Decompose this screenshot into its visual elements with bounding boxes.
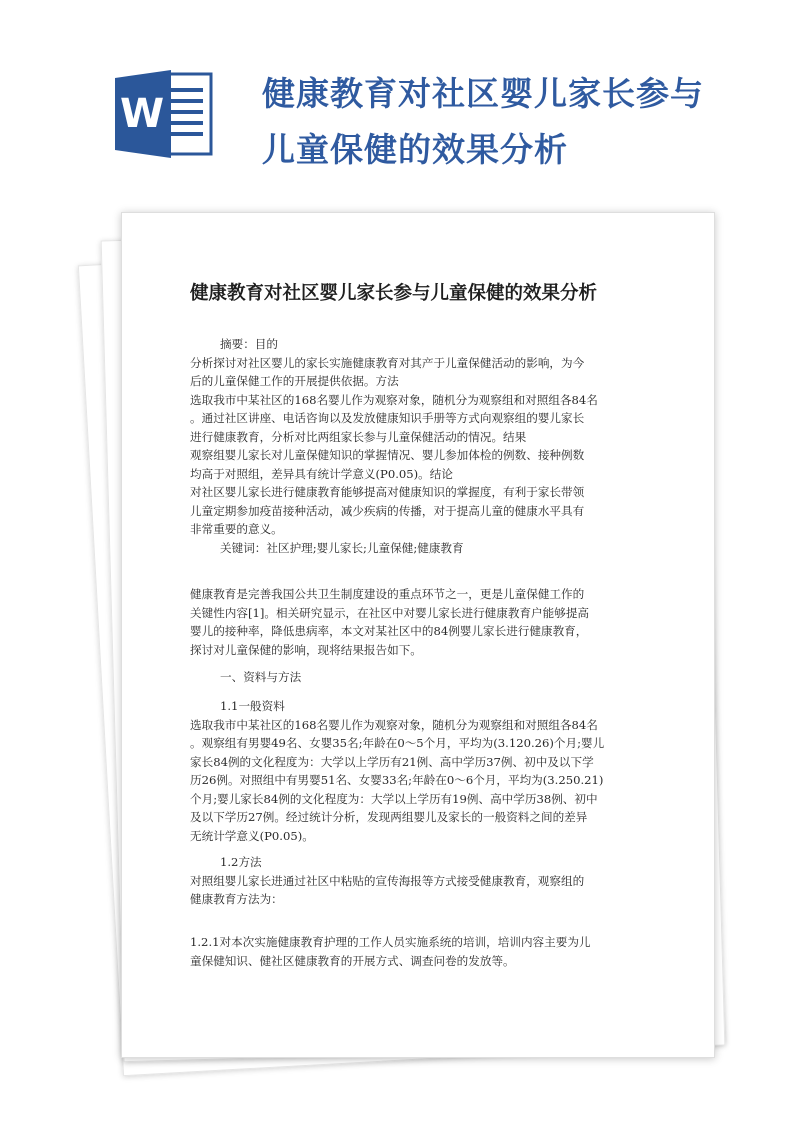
intro-line: 婴儿的接种率，降低患病率，本文对某社区中的84例婴儿家长进行健康教育， [190, 624, 588, 638]
abstract-line: 均高于对照组，差异具有统计学意义(P0.05)。结论 [190, 466, 453, 481]
abstract-heading: 摘要：目的 [220, 337, 278, 351]
introduction [190, 585, 652, 659]
general-line: 无统计学意义(P0.05)。 [190, 828, 314, 843]
abstract-line: 观察组婴儿家长对儿童保健知识的掌握情况、婴儿参加体检的例数、接种例数 [190, 448, 585, 462]
general-line: 选取我市中某社区的168名婴儿作为观察对象，随机分为观察组和对照组各84名 [190, 717, 598, 732]
general-line: 历26例。对照组中有男婴51名、女婴33名;年龄在0～6个月，平均为(3.250.21) [190, 773, 604, 787]
general-data [190, 697, 652, 845]
banner-title [262, 66, 772, 178]
section-1-heading: 一、资料与方法 [220, 670, 302, 684]
general-line: 家长84例的文化程度为：大学以上学历有21例、高中学历37例、初中及以下学 [190, 754, 594, 769]
general-line: 。观察组有男婴49名、女婴35名;年龄在0～5个月，平均为(3.120.26)个月;婴儿 [190, 736, 605, 750]
method [190, 853, 652, 909]
keywords-line: 关键词：社区护理;婴儿家长;儿童保健;健康教育 [220, 541, 464, 555]
general-line: 及以下学历27例。经过统计分析，发现两组婴儿及家长的一般资料之间的差异 [190, 810, 588, 824]
header-banner [0, 0, 800, 200]
intro-line: 健康教育是完善我国公共卫生制度建设的重点环节之一，更是儿童保健工作的 [190, 587, 585, 601]
banner-title-line-2: 儿童保健的效果分析 [262, 130, 568, 169]
abstract-line: 分析探讨对社区婴儿的家长实施健康教育对其产于儿童保健活动的影响，为今 [190, 355, 585, 370]
intro-line: 关键性内容[1]。相关研究显示，在社区中对婴儿家长进行健康教育户能够提高 [190, 605, 590, 620]
abstract-line: 儿童定期参加疫苗接种活动，减少疾病的传播，对于提高儿童的健康水平具有 [190, 503, 585, 518]
document-title: 健康教育对社区婴儿家长参与儿童保健的效果分析 [190, 283, 598, 304]
abstract-line: 选取我市中某社区的168名婴儿作为观察对象，随机分为观察组和对照组各84名 [190, 392, 598, 407]
word-logo-letter: W [119, 91, 165, 137]
detail-line: 童保健知识、健社区健康教育的开展方式、调查问卷的发放等。 [190, 953, 515, 968]
abstract [190, 335, 652, 539]
section-heading [190, 668, 652, 687]
abstract-line: 对社区婴儿家长进行健康教育能够提高对健康知识的掌握度，有利于家长带领 [190, 485, 585, 499]
section-1-1-heading: 1.1一般资料 [220, 699, 285, 713]
banner-title-line-1: 健康教育对社区婴儿家长参与 [262, 74, 704, 113]
abstract-line: 。通过社区讲座、电话咨询以及发放健康知识手册等方式向观察组的婴儿家长 [190, 411, 585, 425]
word-document-icon [113, 68, 213, 160]
section-1-2-heading: 1.2方法 [220, 855, 262, 869]
method-detail [190, 933, 652, 970]
detail-line: 1.2.1对本次实施健康教育护理的工作人员实施系统的培训，培训内容主要为儿 [190, 935, 591, 949]
keywords [190, 539, 652, 558]
general-line: 个月;婴儿家长84例的文化程度为：大学以上学历有19例、高中学历38例、初中 [190, 791, 598, 806]
method-line: 对照组婴儿家长进通过社区中粘贴的宣传海报等方式接受健康教育，观察组的 [190, 873, 585, 888]
method-line: 健康教育方法为： [190, 892, 283, 906]
abstract-line: 后的儿童保健工作的开展提供依据。方法 [190, 374, 399, 388]
abstract-line: 非常重要的意义。 [190, 522, 283, 536]
document-page [121, 212, 715, 1058]
abstract-line: 进行健康教育，分析对比两组家长参与儿童保健活动的情况。结果 [190, 429, 527, 444]
intro-line: 探讨对儿童保健的影响，现将结果报告如下。 [190, 642, 422, 657]
